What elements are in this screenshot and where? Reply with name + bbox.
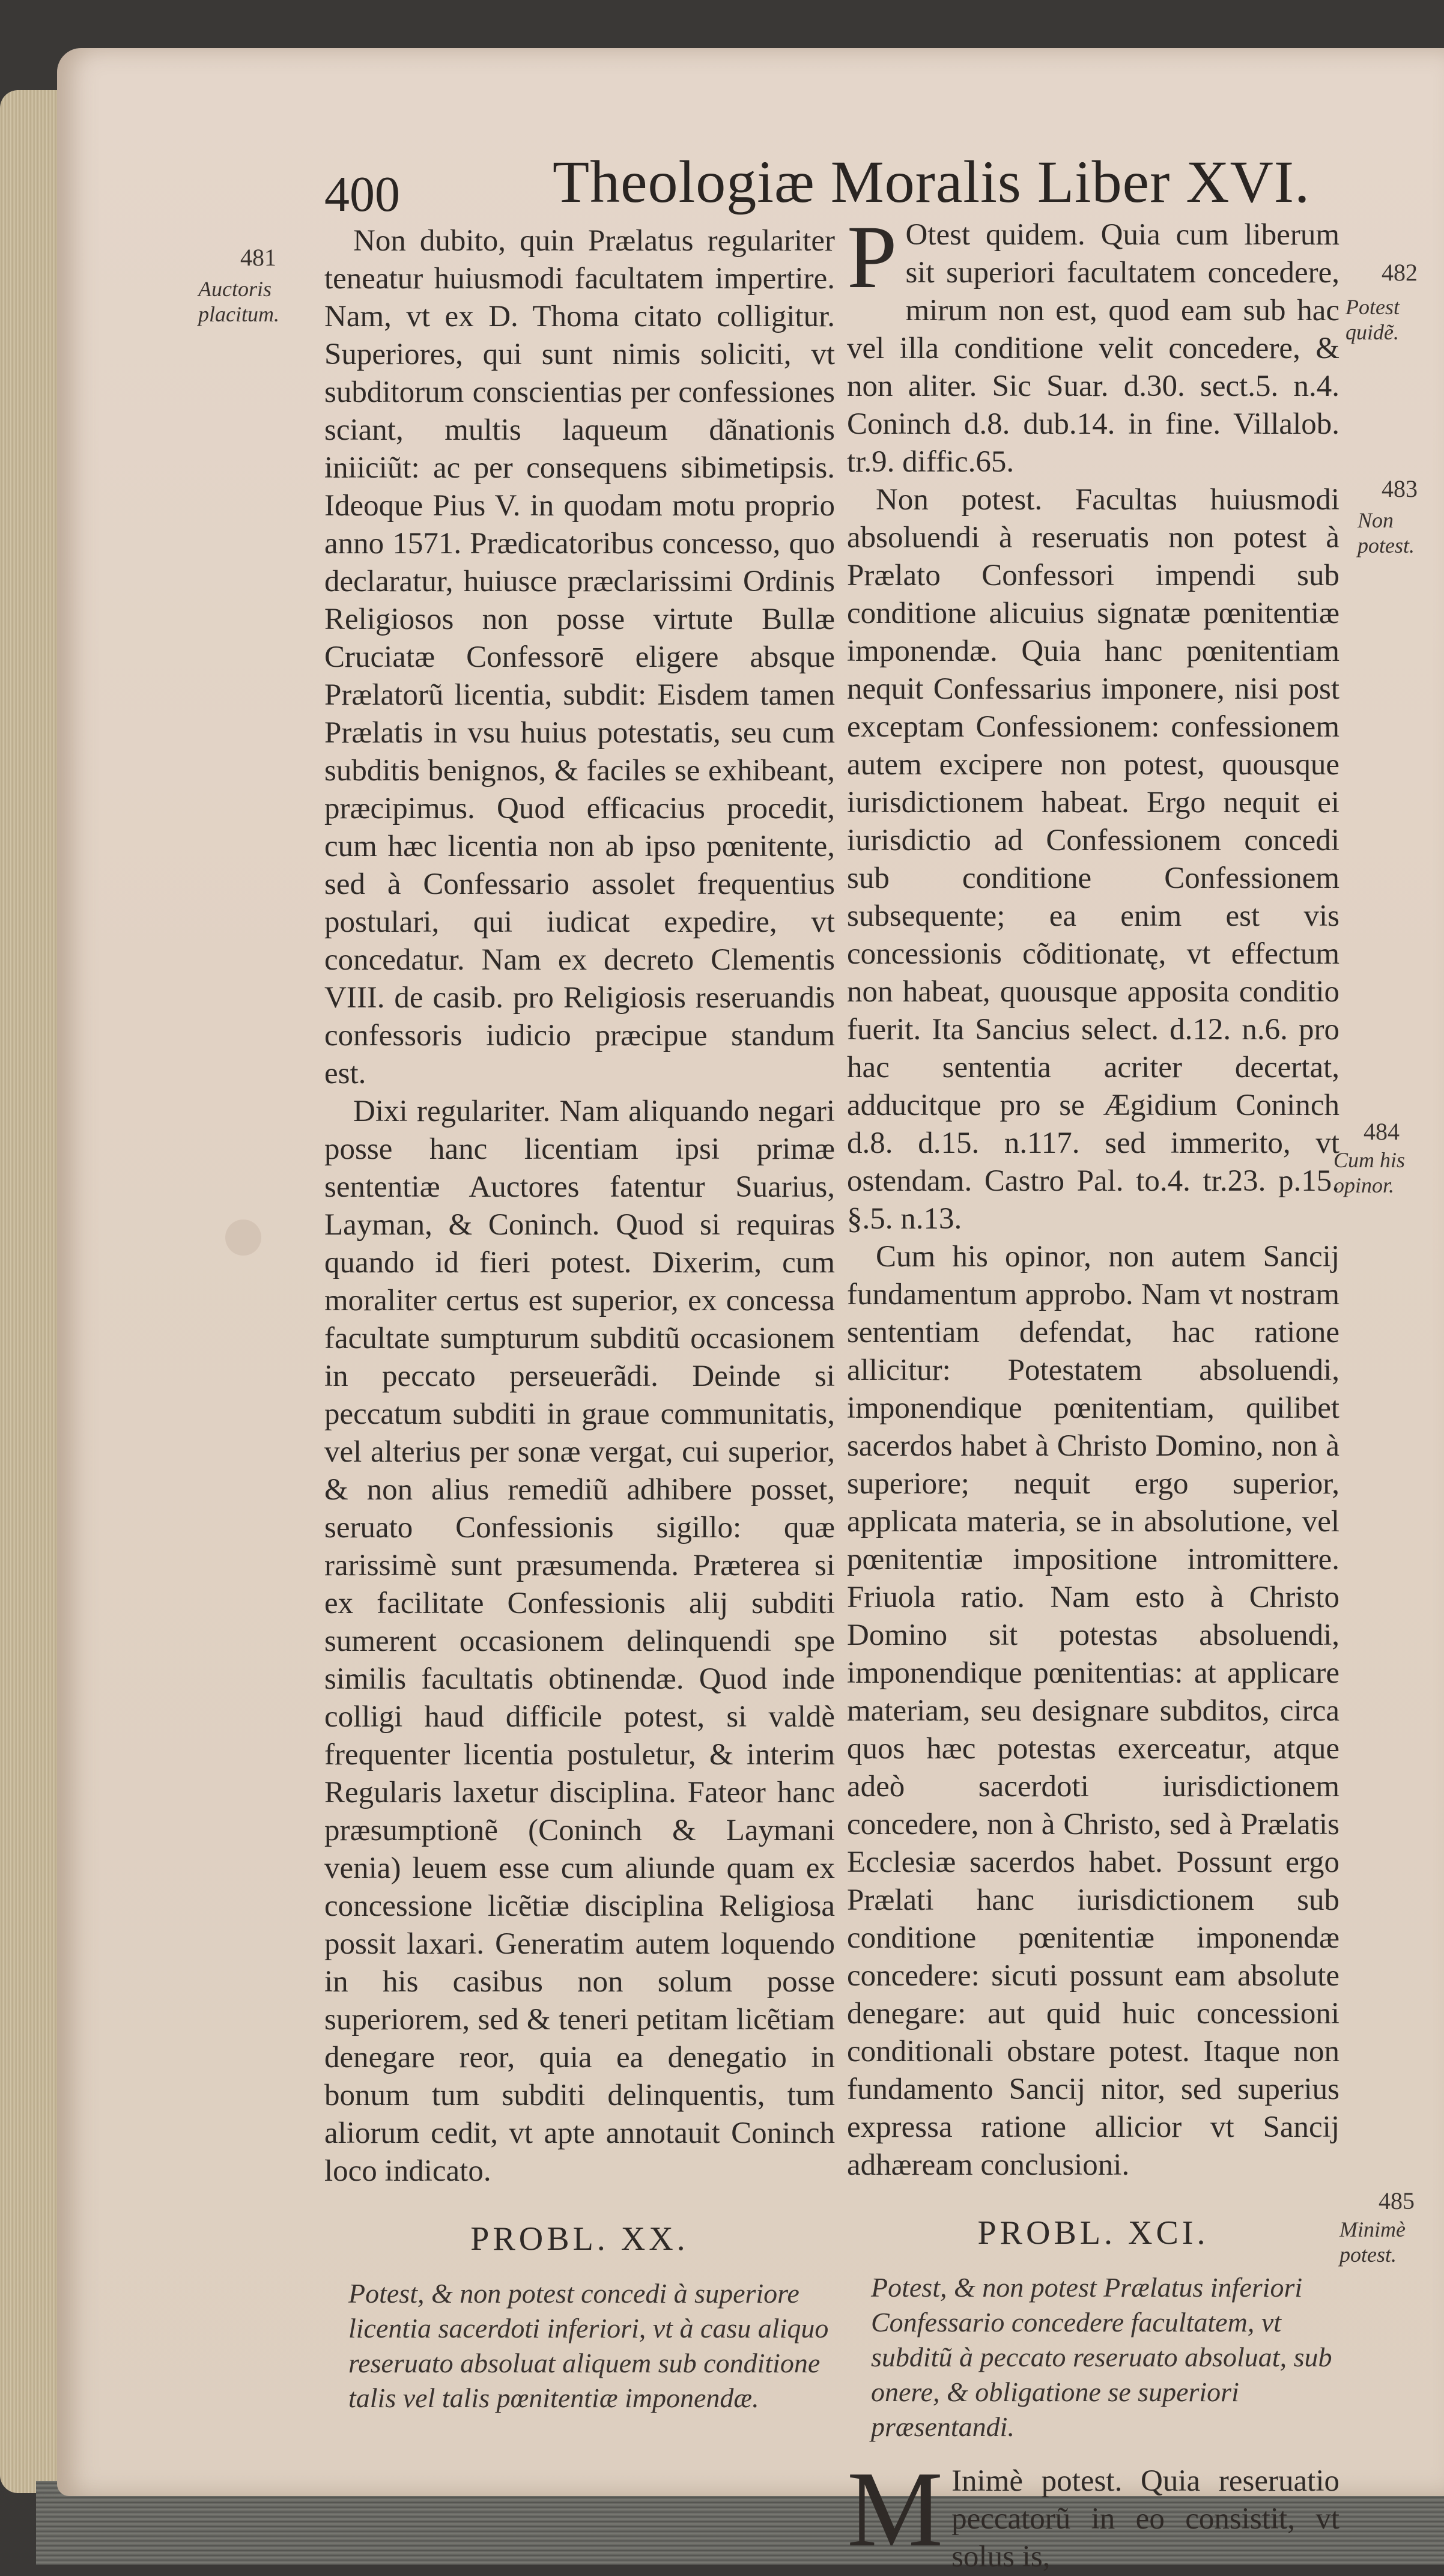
margin-number-483: 483	[1382, 475, 1418, 502]
dropcap-m: M	[847, 2449, 944, 2569]
page-header	[324, 129, 1345, 222]
right-paragraph-2: Non potest. Facultas huiusmodi absoluendi à reseruatis non potest à Prælato Confessori impendi sub conditione alicuius signatæ pœnitentiæ imponendæ. Quia hanc pœnitentiam nequit Confessarius imponere, nisi post exceptam Confessionem: confessionem autem excipere non potest, quousque iurisdictionem habeat. Ergo nequit ei iurisdictio ad Confessionem concedi sub conditione Confessionem subsequente; ea enim est vis concessionis cõditionatę, vt effectum non habeat, quousque apposita conditio fuerit. Ita Sancius select. d.12. n.6. pro hac sententia acriter decertat, adducitque pro se Ægidium Coninch d.8. d.15. n.117. sed immerito, vt ostendam. Castro Pal. to.4. tr.23. p.15. §.5. n.13.	[847, 483, 1339, 1236]
right-paragraph-4: Inimè potest. Quia reseruatio peccatorũ in eo consistit, vt solus is,	[951, 2464, 1339, 2574]
book-page-edges	[0, 90, 66, 2493]
probl-description-xx: Potest, & non potest concedi à superiore licentia sacerdoti inferiori, vt à casu aliquo reseruato absoluat aliquem sub conditione talis vel talis pœnitentiæ imponendæ.	[348, 2278, 829, 2413]
left-column	[324, 222, 835, 2416]
dropcap-p: P	[847, 207, 897, 307]
paper-stain	[225, 1220, 261, 1256]
margin-number-481: 481	[240, 244, 276, 271]
right-paragraph-1: Otest quidem. Quia cum liberum sit superiori facultatem concedere, mirum non est, quod eam sub hac vel illa conditione velit concedere, & non aliter. Sic Suar. d.30. sect.5. n.4. Coninch d.8. dub.14. in fine. Villalob. tr.9. diffic.65.	[847, 218, 1339, 479]
margin-number-484: 484	[1364, 1118, 1400, 1145]
left-paragraph-1: Non dubito, quin Prælatus regulariter teneatur huiusmodi facultatem impertire. Nam, vt ex D. Thoma citato colligitur. Superiores, qui sunt nimis soliciti, vt subditorum conscientias per confessiones sciant, multis laqueum dãnationis iniiciũt: ac per consequens sibimetipsis. Ideoque Pius V. in quodam motu proprio anno 1571. Prædicatoribus concesso, quo declaratur, huiusce præclarissimi Ordinis Religiosos non posse virtute Bullæ Cruciatæ Confessorē eligere absque Prælatorũ licentia, subdit: Eisdem tamen Prælatis in vsu huius potestatis, seu cum subditis benignos, & faciles se exhibeant, præcipimus. Quod efficacius procedit, cum hæc licentia non ab ipso pœnitente, sed à Confessario assolet frequentius postulari, qui iudicat expedire, vt concedatur. Nam ex decreto Clementis VIII. de casib. pro Religiosis reseruandis confessoris iudicio præcipue standum est.	[324, 224, 835, 1090]
margin-note-481: Auctoris placitum.	[198, 277, 279, 326]
page-number: 400	[324, 166, 400, 222]
margin-note-483: Non potest.	[1358, 508, 1415, 557]
margin-number-485: 485	[1379, 2187, 1415, 2214]
margin-number-482: 482	[1382, 259, 1418, 286]
right-column	[847, 207, 1339, 2576]
margin-note-482: Potest quidẽ.	[1345, 295, 1400, 344]
margin-note-485: Minimè potest.	[1339, 2217, 1406, 2267]
probl-heading-xci: PROBL. XCI.	[977, 2214, 1209, 2252]
left-paragraph-2: Dixi regulariter. Nam aliquando negari posse hanc licentiam ipsi primæ sententiæ Auctores fatentur Suarius, Layman, & Coninch. Quod si requiras quando id fieri potest. Dixerim, cum moraliter certus est superior, ex concessa facultate sumpturum subditũ occasionem in peccato perseuerãdi. Deinde si peccatum subditi in graue communitatis, vel alterius per sonæ vergat, cui superior, & non alius remediũ adhibere posset, seruato Confessionis sigillo: quæ rarissimè sunt præsumenda. Præterea si ex facilitate Confessionis alij subditi sumerent occasionem delinquendi spe similis facultatis obtinendæ. Quod inde colligi haud difficile potest, si valdè frequenter licentia postuletur, & interim Regularis laxetur disciplina. Fateor hanc præsumptionẽ (Coninch & Laymani venia) leuem esse cum aliunde quam ex concessione licẽtiæ disciplina Religiosa possit laxari. Generatim autem loquendo in his casibus non solum posse superiorem, sed & teneri petitam licẽtiam denegare reor, quia ea denegatio in bonum tum subditi delinquentis, tum aliorum cedit, vt apte annotauit Coninch loco indicato.	[324, 1095, 835, 2188]
running-title: Theologiæ Moralis Liber XVI.	[553, 148, 1311, 215]
right-paragraph-3: Cum his opinor, non autem Sancij fundamentum approbo. Nam vt nostram sententiam defendat, hac ratione allicitur: Potestatem absoluendi, imponendique pœnitentiam, quilibet sacerdos habet à Christo Domino, non à superiore; nequit ergo superior, applicata materia, se in absolutione, vel pœnitentiæ impositione intromittere. Friuola ratio. Nam esto à Christo Domino sit potestas absoluendi, imponendique pœnitentias: at applicare materiam, seu designare subditos, circa quos hæc potestas exerceatur, atque adeò sacerdoti iurisdictionem concedere, non à Christo, sed à Prælatis Ecclesiæ sacerdos habet. Possunt ergo Prælati hanc iurisdictionem sub conditione pœnitentiæ imponendæ concedere: sicuti possunt eam absolute denegare: aut quid huic concessioni conditionali obstare potest. Itaque non fundamento Sancij nitor, sed superius expressa ratione allicior vt Sancij adhæream conclusioni.	[847, 1240, 1339, 2182]
probl-description-xci: Potest, & non potest Prælatus inferiori Confessario concedere facultatem, vt subditũ à peccato reseruato absoluat, sub onere, & obligatione se superiori præsentandi.	[871, 2272, 1332, 2442]
margin-note-484: Cum his opinor.	[1333, 1148, 1406, 1197]
probl-heading-xx: PROBL. XX.	[470, 2220, 689, 2258]
